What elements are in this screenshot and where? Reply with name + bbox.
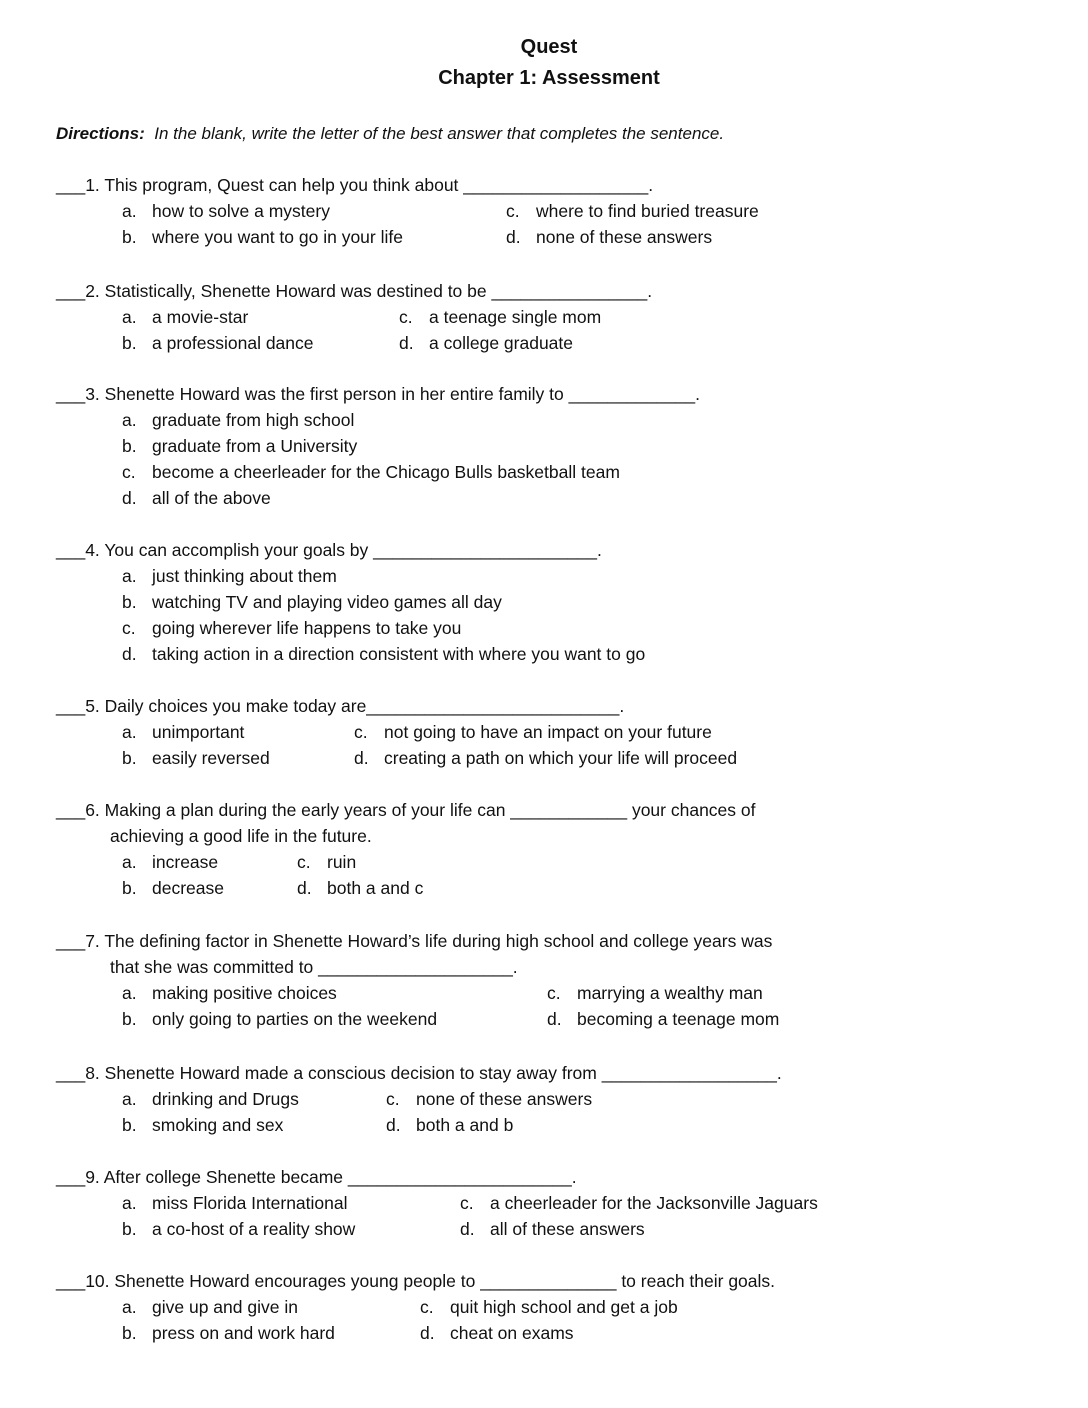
answer-option [122,1112,283,1138]
option-letter: b. [122,1115,137,1135]
option-text: smoking and sex [152,1115,284,1135]
option-text: where to find buried treasure [536,201,759,221]
option-letter: b. [122,592,137,612]
answer-option [297,875,423,901]
option-letter: b. [122,227,137,247]
option-letter: b. [122,878,137,898]
option-text: creating a path on which your life will proceed [384,748,738,768]
option-letter: d. [547,1009,562,1029]
answer-option [122,224,403,250]
option-text: a teenage single mom [429,307,602,327]
answer-option [122,1216,355,1242]
question-5 [56,693,1056,771]
answer-option [506,224,712,250]
option-letter: c. [122,462,136,482]
answer-option [547,980,763,1006]
question-3 [56,381,1056,511]
option-letter: d. [460,1219,475,1239]
question-text: ___10. Shenette Howard encourages young people to ______________ to reach their goals. [56,1271,776,1291]
answer-option [420,1320,574,1346]
option-letter: a. [122,1193,137,1213]
answer-option [122,1006,437,1032]
option-text: a professional dance [152,333,314,353]
answer-option [122,1294,298,1320]
question-text: ___6. Making a plan during the early years of your life can ____________ your chances of [56,800,756,820]
answer-option [122,485,271,511]
answer-option [386,1086,592,1112]
directions-text: In the blank, write the letter of the best answer that completes the sentence. [154,124,725,143]
option-letter: b. [122,1219,137,1239]
option-letter: a. [122,983,137,1003]
option-letter: a. [122,566,137,586]
option-letter: a. [122,201,137,221]
option-letter: a. [122,722,137,742]
answer-option [122,407,354,433]
option-text: all of these answers [490,1219,645,1239]
question-text: ___3. Shenette Howard was the first person in her entire family to _____________. [56,384,701,404]
option-letter: a. [122,307,137,327]
option-letter: d. [354,748,369,768]
answer-option [122,719,244,745]
option-text: a college graduate [429,333,573,353]
option-text: drinking and Drugs [152,1089,299,1109]
answer-option [547,1006,779,1032]
question-text: ___4. You can accomplish your goals by _______________________. [56,540,602,560]
option-letter: c. [354,722,368,742]
option-text: ruin [327,852,357,872]
question-1 [56,172,1056,250]
answer-option [506,198,759,224]
option-letter: a. [122,410,137,430]
option-letter: b. [122,748,137,768]
question-text: ___8. Shenette Howard made a conscious decision to stay away from __________________. [56,1063,782,1083]
question-text: that she was committed to ____________________. [110,957,518,977]
option-text: watching TV and playing video games all day [152,592,502,612]
option-text: both a and b [416,1115,514,1135]
answer-option [122,849,218,875]
option-letter: d. [399,333,414,353]
option-letter: d. [420,1323,435,1343]
option-letter: b. [122,1323,137,1343]
question-text: ___9. After college Shenette became _______________________. [56,1167,577,1187]
answer-option [122,641,645,667]
option-letter: a. [122,1089,137,1109]
option-letter: a. [122,852,137,872]
question-8 [56,1060,1056,1138]
option-letter: c. [122,618,136,638]
option-letter: c. [297,852,311,872]
option-text: going wherever life happens to take you [152,618,462,638]
question-text: ___2. Statistically, Shenette Howard was destined to be ________________. [56,281,653,301]
option-text: increase [152,852,219,872]
option-text: a movie-star [152,307,249,327]
answer-option [122,304,248,330]
answer-option [460,1216,645,1242]
answer-option [460,1190,818,1216]
option-letter: d. [122,488,137,508]
answer-option [399,304,601,330]
option-letter: d. [386,1115,401,1135]
option-letter: d. [297,878,312,898]
answer-option [122,1086,299,1112]
answer-option [122,875,224,901]
option-text: both a and c [327,878,424,898]
question-9 [56,1164,1056,1242]
answer-option [122,1190,348,1216]
option-text: taking action in a direction consistent with where you want to go [152,644,646,664]
answer-option [297,849,356,875]
option-text: cheat on exams [450,1323,574,1343]
option-text: making positive choices [152,983,337,1003]
answer-option [122,615,461,641]
option-letter: d. [506,227,521,247]
directions [56,124,724,144]
option-text: marrying a wealthy man [577,983,763,1003]
option-text: give up and give in [152,1297,298,1317]
option-text: becoming a teenage mom [577,1009,780,1029]
answer-option [122,589,502,615]
option-letter: c. [386,1089,400,1109]
option-text: graduate from a University [152,436,358,456]
answer-option [122,563,337,589]
option-text: become a cheerleader for the Chicago Bulls basketball team [152,462,620,482]
option-text: decrease [152,878,224,898]
page-title: Quest [520,36,578,58]
option-letter: c. [460,1193,474,1213]
option-text: press on and work hard [152,1323,335,1343]
question-10 [56,1268,1056,1346]
option-text: quit high school and get a job [450,1297,678,1317]
question-2 [56,278,1056,356]
option-letter: d. [122,644,137,664]
question-7 [56,928,1056,1032]
option-letter: b. [122,333,137,353]
option-text: a cheerleader for the Jacksonville Jaguars [490,1193,818,1213]
answer-option [420,1294,678,1320]
option-text: how to solve a mystery [152,201,330,221]
option-letter: c. [420,1297,434,1317]
option-letter: b. [122,1009,137,1029]
answer-option [122,980,337,1006]
option-text: all of the above [152,488,271,508]
option-text: only going to parties on the weekend [152,1009,438,1029]
option-text: just thinking about them [152,566,337,586]
option-text: miss Florida International [152,1193,348,1213]
answer-option [122,330,314,356]
question-text: achieving a good life in the future. [110,826,372,846]
answer-option [122,198,330,224]
option-text: a co-host of a reality show [152,1219,356,1239]
answer-option [354,719,712,745]
option-letter: a. [122,1297,137,1317]
question-text: ___1. This program, Quest can help you think about ___________________. [56,175,654,195]
option-letter: b. [122,436,137,456]
option-text: none of these answers [536,227,713,247]
question-text: ___7. The defining factor in Shenette Howard’s life during high school and college years was [56,931,773,951]
option-text: where you want to go in your life [152,227,403,247]
answer-option [122,745,270,771]
option-letter: c. [547,983,561,1003]
answer-option [122,459,620,485]
question-text: ___5. Daily choices you make today are__________________________. [56,696,625,716]
answer-option [399,330,573,356]
question-6 [56,797,1056,901]
answer-option [386,1112,513,1138]
page-subtitle: Chapter 1: Assessment [438,67,660,89]
option-letter: c. [399,307,413,327]
answer-option [122,1320,335,1346]
option-text: easily reversed [152,748,270,768]
answer-option [122,433,357,459]
option-letter: c. [506,201,520,221]
answer-option [354,745,737,771]
option-text: not going to have an impact on your future [384,722,712,742]
option-text: unimportant [152,722,245,742]
directions-label: Directions: [56,124,145,143]
option-text: none of these answers [416,1089,593,1109]
option-text: graduate from high school [152,410,355,430]
question-4 [56,537,1056,667]
